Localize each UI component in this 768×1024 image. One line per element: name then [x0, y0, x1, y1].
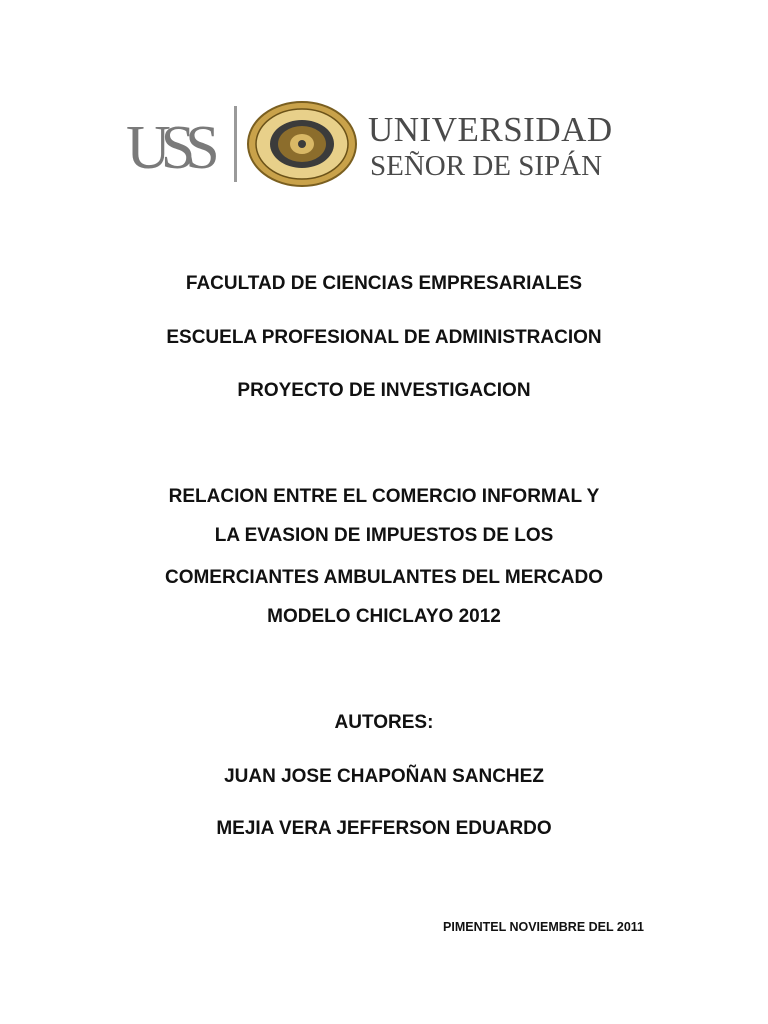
uss-logo-mark: [126, 114, 226, 176]
logo-text-line1: UNIVERSIDAD: [368, 110, 613, 149]
title-line: RELACION ENTRE EL COMERCIO INFORMAL Y: [168, 486, 600, 507]
author-name: MEJIA VERA JEFFERSON EDUARDO: [216, 818, 552, 839]
place-date: PIMENTEL NOVIEMBRE DEL 2011: [443, 920, 644, 934]
school-heading: ESCUELA PROFESIONAL DE ADMINISTRACION: [166, 327, 602, 348]
title-line: LA EVASION DE IMPUESTOS DE LOS: [214, 525, 554, 546]
authors-label: AUTORES:: [334, 712, 434, 733]
university-logo: [122, 98, 652, 190]
university-seal-icon: [246, 100, 358, 188]
svg-text:USS: USS: [126, 114, 210, 176]
document-type-heading: PROYECTO DE INVESTIGACION: [237, 380, 531, 401]
title-line: MODELO CHICLAYO 2012: [267, 606, 501, 627]
logo-divider: [234, 106, 237, 182]
faculty-heading: FACULTAD DE CIENCIAS EMPRESARIALES: [185, 273, 583, 294]
logo-text-line2: SEÑOR DE SIPÁN: [370, 150, 603, 182]
logo-wordmark: [368, 112, 652, 182]
author-name: JUAN JOSE CHAPOÑAN SANCHEZ: [224, 766, 544, 787]
title-line: COMERCIANTES AMBULANTES DEL MERCADO: [164, 567, 604, 588]
